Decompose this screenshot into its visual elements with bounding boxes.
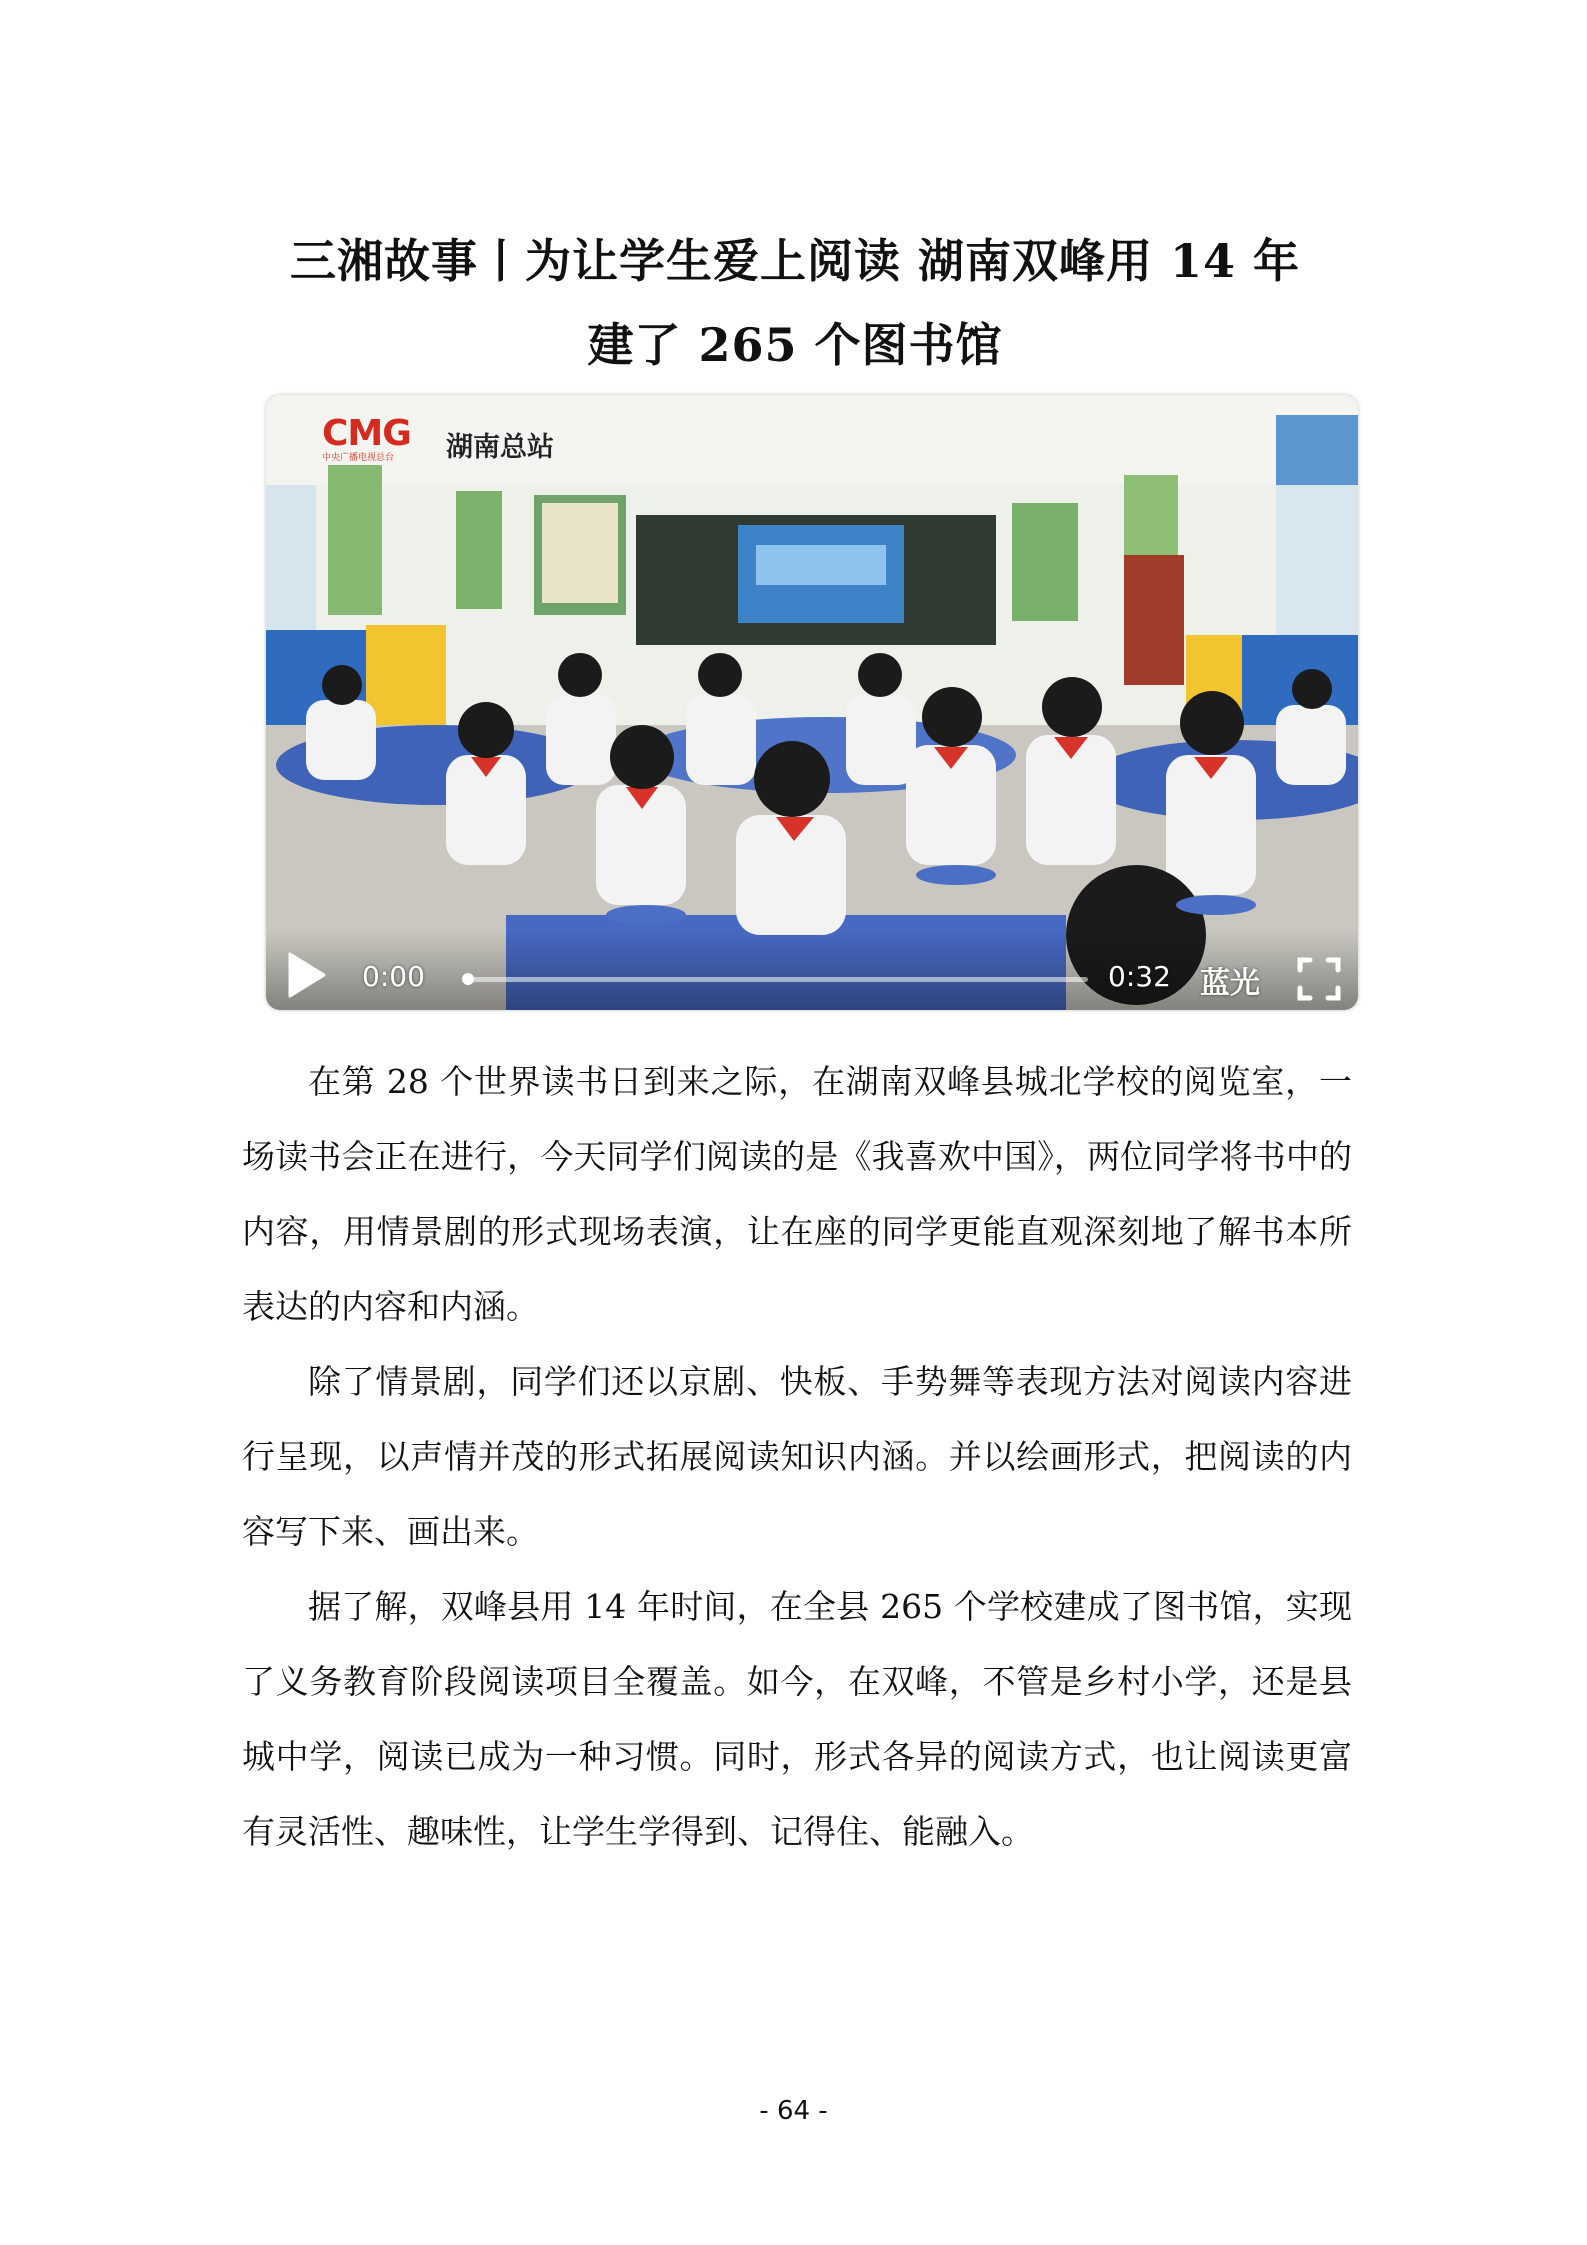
article-title-line-2: 建了 265 个图书馆 — [587, 317, 1003, 372]
paragraph-3: 据了解，双峰县用 14 年时间，在全县 265 个学校建成了图书馆，实现了义务教育阶段阅读项目全覆盖。如今，在双峰，不管是乡村小学，还是县城中学，阅读已成为一种习惯。同时，形式各异的阅读方式，也让阅读更富有灵活性、趣味性，让学生学得到、记得住、能融入。 — [242, 1587, 1352, 1851]
logo-subtext: 中央广播电视总台 — [322, 453, 395, 463]
article-title — [230, 219, 1360, 387]
video-frame-classroom — [266, 395, 1358, 1010]
article-title-line-1: 三湘故事丨为让学生爱上阅读 湖南双峰用 14 年 — [289, 233, 1301, 288]
progress-knob[interactable] — [462, 973, 474, 985]
current-time: 0:00 — [362, 960, 425, 993]
article-body — [242, 1044, 1352, 1869]
logo-text: CMG — [322, 413, 411, 454]
paragraph-2: 除了情景剧，同学们还以京剧、快板、手势舞等表现方法对阅读内容进行呈现，以声情并茂的形式拓展阅读知识内涵。并以绘画形式，把阅读的内容写下来、画出来。 — [242, 1362, 1352, 1551]
progress-bar[interactable] — [468, 977, 1088, 982]
duration: 0:32 — [1108, 960, 1171, 993]
video-controls — [266, 930, 1358, 1010]
paragraph-1: 在第 28 个世界读书日到来之际，在湖南双峰县城北学校的阅览室，一场读书会正在进行，今天同学们阅读的是《我喜欢中国》，两位同学将书中的内容，用情景剧的形式现场表演，让在座的同学更能直观深刻地了解书本所表达的内容和内涵。 — [242, 1062, 1352, 1326]
fullscreen-icon[interactable] — [1296, 956, 1342, 1002]
video-player[interactable] — [266, 395, 1358, 1010]
play-icon[interactable] — [286, 952, 326, 998]
cmg-logo — [322, 415, 411, 463]
station-label: 湖南总站 — [446, 432, 554, 463]
quality-button[interactable]: 蓝光 — [1200, 966, 1260, 1001]
page-number: - 64 - — [759, 2096, 828, 2126]
